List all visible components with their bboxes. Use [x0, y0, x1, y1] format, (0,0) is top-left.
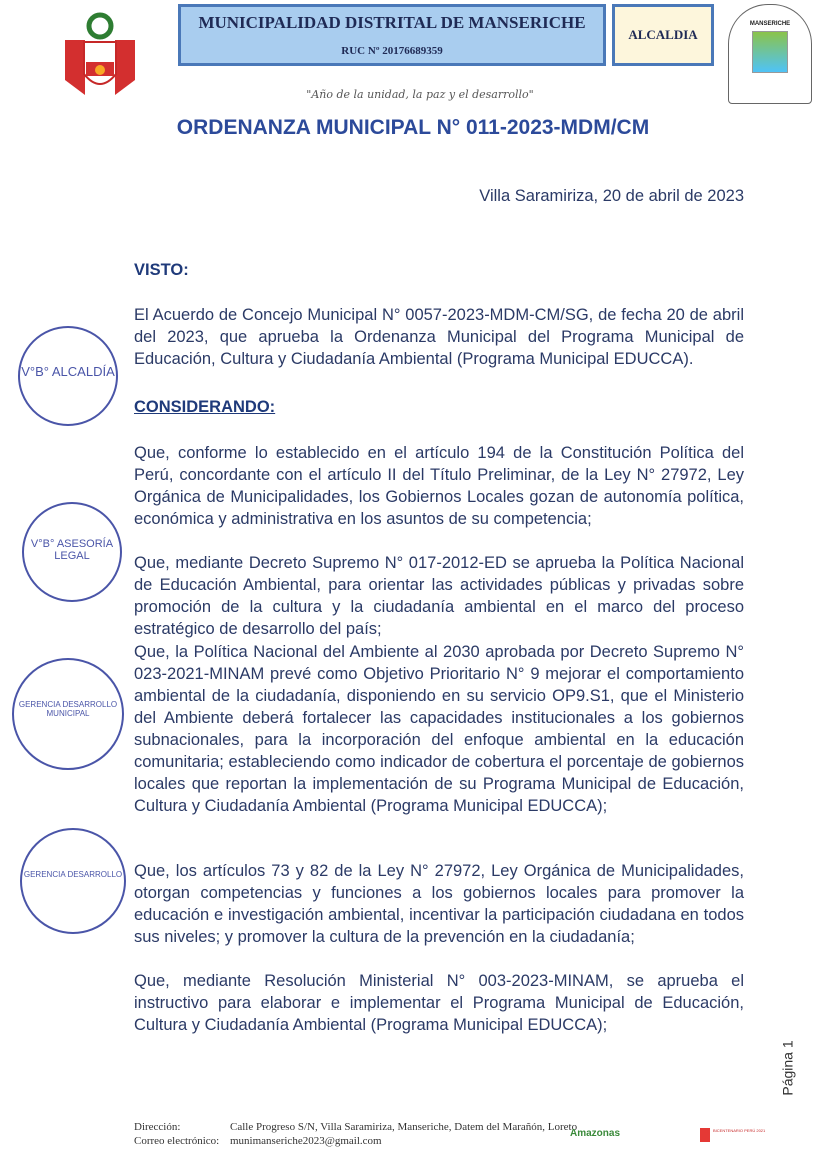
considerando-heading: CONSIDERANDO:: [134, 398, 276, 416]
address-label: Dirección:: [134, 1121, 181, 1133]
legal-stamp: V°B° ASESORÍA LEGAL: [22, 502, 122, 602]
amazonas-logo: Amazonas: [570, 1128, 621, 1139]
logo-text: MANSERICHE: [749, 21, 791, 27]
institution-name: MUNICIPALIDAD DISTRITAL DE MANSERICHE: [198, 13, 586, 32]
municipal-logo: [728, 4, 812, 104]
considerando-paragraph: Que, conforme lo establecido en el artículo 194 de la Constitución Política del Perú, concordante con el artículo II del Título Preliminar, de la Ley N° 27972, Ley Orgánica de Municipalidades, los Gobiernos Locales gozan de autonomía política, económica y administrativa en los asuntos de su competencia;: [134, 444, 744, 528]
email: munimanseriche2023@gmail.com: [230, 1135, 382, 1147]
office-label: ALCALDIA: [612, 4, 714, 66]
document-title: ORDENANZA MUNICIPAL N° 011-2023-MDM/CM: [176, 116, 650, 139]
visto-heading: VISTO:: [134, 261, 189, 279]
page-number: Página 1: [779, 1040, 796, 1096]
ruc-number: RUC Nº 20176689359: [341, 45, 443, 57]
considerando-paragraph: Que, mediante Decreto Supremo N° 017-2012-ED se aprueba la Política Nacional de Educación Ambiental, para orientar las actividades públicas y privadas sobre promoción de la cultura y la ciudadanía ambiental en el marco del proceso estratégico de desarrollo del país;: [134, 554, 744, 638]
email-label: Correo electrónico:: [134, 1135, 220, 1147]
visto-paragraph: El Acuerdo de Concejo Municipal N° 0057-2023-MDM-CM/SG, de fecha 20 de abril del 2023, que aprueba la Ordenanza Municipal del Programa Municipal de Educación, Cultura y Ciudadanía Ambiental (Programa Municipal EDUCCA).: [134, 306, 744, 368]
approval-stamp: V°B° ALCALDÍA: [18, 326, 118, 426]
document-date: Villa Saramiriza, 20 de abril de 2023: [479, 187, 744, 205]
address: Calle Progreso S/N, Villa Saramiriza, Manseriche, Datem del Marañón, Loreto: [230, 1121, 578, 1133]
considerando-paragraph: Que, los artículos 73 y 82 de la Ley N° 27972, Ley Orgánica de Municipalidades, otorgan competencias y funciones a los gobiernos locales para promover la educación e investigación ambiental, incentivar la participación ciudadana en todos sus niveles; y promover la cultura de la prevención en la ciudadanía;: [134, 862, 744, 946]
considerando-paragraph: Que, la Política Nacional del Ambiente al 2030 aprobada por Decreto Supremo N° 023-2021-MINAM prevé como Objetivo Prioritario N° 9 mejorar el comportamiento ambiental de la ciudadanía, disponiendo en su servicio OP9.S1, que el Ministerio del Ambiente deberá fortalecer las capacidades institucionales a los gobiernos subnacionales, para la incorporación del enfoque ambiental en la educación comunitaria; estableciendo como indicador de cobertura el porcentaje de gobiernos locales que reportan la implementación de su Programa Municipal de Educación, Cultura y Ciudadanía Ambiental (Programa Municipal EDUCCA);: [134, 643, 744, 815]
management-stamp: GERENCIA DESARROLLO MUNICIPAL: [12, 658, 124, 770]
development-stamp: GERENCIA DESARROLLO: [20, 828, 126, 934]
peru-coat-of-arms: [60, 10, 140, 100]
footer: [134, 1120, 577, 1148]
institution-header: [178, 4, 606, 66]
bicentenario-logo: BICENTENARIO PERÚ 2021: [700, 1128, 765, 1142]
considerando-paragraph: Que, mediante Resolución Ministerial N° 003-2023-MINAM, se aprueba el instructivo para elaborar e implementar el Programa Municipal de Educación, Cultura y Ciudadanía Ambiental (Programa Municipal EDUCCA);: [134, 972, 744, 1034]
year-motto: "Año de la unidad, la paz y el desarrollo": [306, 88, 534, 101]
